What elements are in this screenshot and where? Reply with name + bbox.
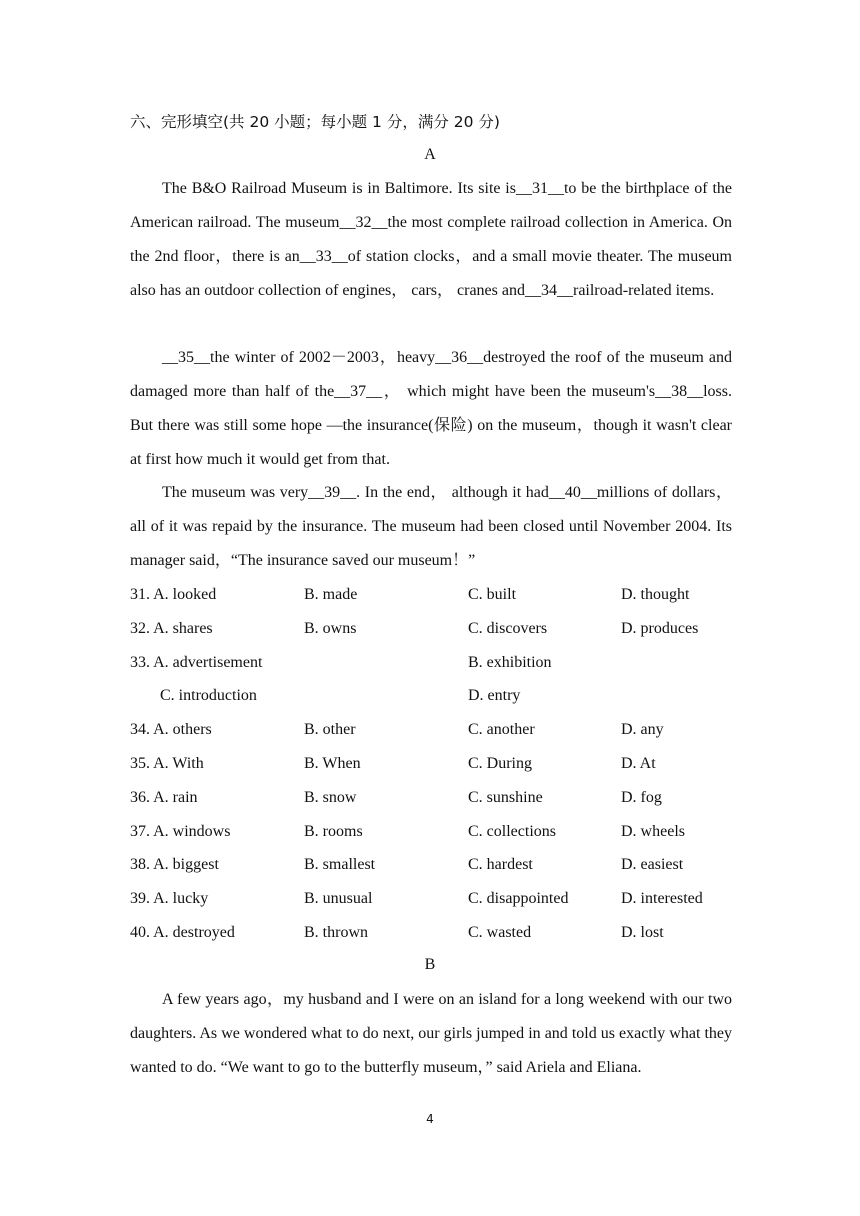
option-row xyxy=(130,848,750,882)
option-a: 36. A. rain xyxy=(130,788,198,806)
passage-a-label: A xyxy=(424,146,436,163)
option-b: B. owns xyxy=(304,619,357,637)
passage-b-paragraph-1: A few years ago，my husband and I were on an island for a long weekend with our two daughters. As we wondered what to do next, our girls jumped in and told us exactly what they wanted to do. “We want to go to the butterfly museum，” said Ariela and Eliana. xyxy=(130,991,732,1076)
option-b: B. smallest xyxy=(304,856,376,874)
option-c: B. exhibition xyxy=(468,653,552,671)
option-c: C. sunshine xyxy=(468,788,543,806)
option-c: C. collections xyxy=(468,822,556,840)
option-b: B. other xyxy=(304,721,356,739)
option-row xyxy=(130,612,750,646)
option-c: C. hardest xyxy=(468,856,533,874)
option-d: D. produces xyxy=(621,619,699,637)
option-row xyxy=(130,747,750,781)
option-a: 40. A. destroyed xyxy=(130,924,235,941)
option-c: C. wasted xyxy=(468,924,532,941)
option-c: C. During xyxy=(468,755,532,772)
section-heading: 六、完形填空(共 20 小题；每小题 1 分，满分 20 分) xyxy=(130,113,500,131)
option-row xyxy=(130,916,750,950)
option-row xyxy=(130,646,750,680)
option-a: 37. A. windows xyxy=(130,822,231,840)
passage-a-paragraph-2: __35__the winter of 2002－2003，heavy__36__destroyed the roof of the museum and damaged more than half of the__37__， which might have been the museum's__38__loss. But there was still some hope —the insurance(保险) on the museum，though it wasn't clear at first how much it would get from that. xyxy=(130,349,732,468)
option-b: B. When xyxy=(304,755,361,772)
option-a: 39. A. lucky xyxy=(130,890,209,908)
option-a: 32. A. shares xyxy=(130,619,213,637)
option-row xyxy=(130,781,750,815)
option-row xyxy=(130,713,750,747)
option-d: D. wheels xyxy=(621,822,685,840)
option-a: 31. A. looked xyxy=(130,586,217,603)
option-c: C. disappointed xyxy=(468,890,569,908)
option-a: 34. A. others xyxy=(130,721,212,739)
option-b: B. unusual xyxy=(304,890,373,908)
passage-a-paragraph-3: The museum was very__39__. In the end， although it had__40__millions of dollars， all of it was repaid by the insurance. The museum had been closed until November 2004. Its manager said，“The insurance saved our museum！” xyxy=(130,484,732,569)
option-d: D. easiest xyxy=(621,856,684,874)
option-d: D. interested xyxy=(621,890,703,908)
option-a: 38. A. biggest xyxy=(130,856,219,874)
option-a: C. introduction xyxy=(160,687,257,705)
option-c: C. discovers xyxy=(468,619,548,637)
option-c: D. entry xyxy=(468,687,521,705)
option-row xyxy=(130,882,750,916)
option-d: D. thought xyxy=(621,586,690,603)
option-b: B. made xyxy=(304,586,358,603)
passage-a-paragraph-1: The B&O Railroad Museum is in Baltimore. Its site is__31__to be the birthplace of the American railroad. The museum__32__the most complete railroad collection in America. On the 2nd floor，there is an__33__of station clocks，and a small movie theater. The museum also has an outdoor collection of engines， cars， cranes and__34__railroad-related items. xyxy=(130,180,732,299)
option-row xyxy=(130,815,750,849)
option-d: D. lost xyxy=(621,924,664,941)
option-d: D. fog xyxy=(621,788,662,806)
option-row xyxy=(130,578,750,612)
option-row xyxy=(130,679,750,713)
option-d: D. At xyxy=(621,755,656,772)
option-a: 35. A. With xyxy=(130,755,204,772)
page-number: 4 xyxy=(426,1112,434,1126)
option-c: C. another xyxy=(468,721,535,739)
option-b: B. thrown xyxy=(304,924,368,941)
option-c: C. built xyxy=(468,586,517,603)
option-b: B. snow xyxy=(304,788,357,806)
option-b: B. rooms xyxy=(304,822,363,840)
option-a: 33. A. advertisement xyxy=(130,653,263,671)
option-d: D. any xyxy=(621,721,664,739)
passage-b-label: B xyxy=(424,956,436,973)
